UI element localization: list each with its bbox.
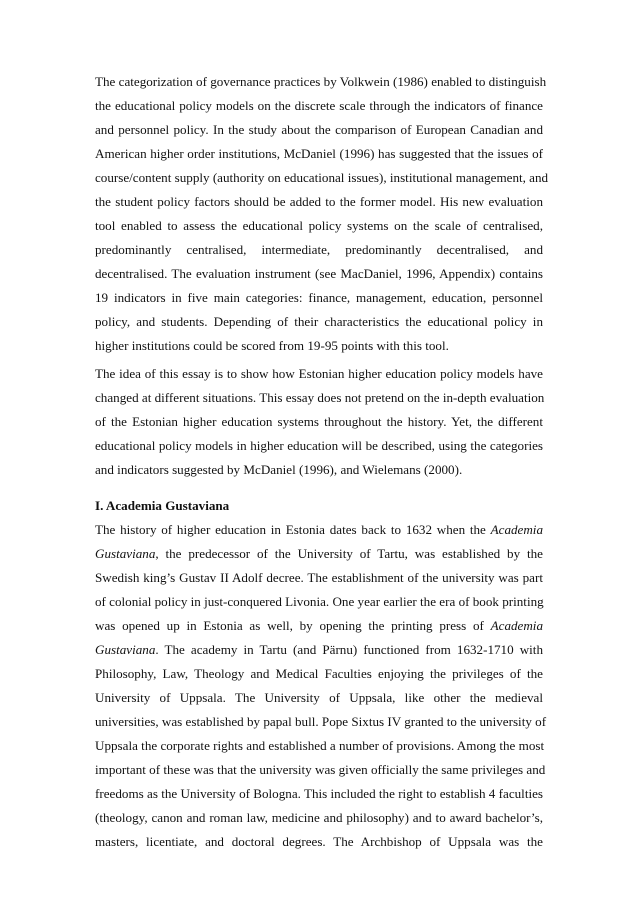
- paragraph-line: The idea of this essay is to show how Estonian higher education policy models have: [95, 366, 543, 381]
- paragraph-line: predominantly centralised, intermediate, predominantly decentralised, and: [95, 242, 543, 257]
- paragraph-line: universities, was established by papal bull. Pope Sixtus IV granted to the university of: [95, 714, 547, 729]
- text-span: . The academy in Tartu (and Pärnu) functioned from 1632-1710 with: [155, 642, 543, 657]
- paragraph-line: important of these was that the university was given officially the same privileges and: [95, 762, 546, 777]
- paragraph-line: [95, 542, 543, 566]
- paragraph-line: higher institutions could be scored from 19-95 points with this tool.: [95, 338, 449, 353]
- paragraph-line: and personnel policy. In the study about the comparison of European Canadian and: [95, 122, 543, 137]
- paragraph-line: freedoms as the University of Bologna. This included the right to establish 4 faculties: [95, 786, 543, 801]
- paragraph-line: changed at different situations. This essay does not pretend on the in-depth evaluation: [95, 390, 545, 405]
- paragraph-line: 19 indicators in five main categories: finance, management, education, personnel: [95, 290, 543, 305]
- paragraph-line: policy, and students. Depending of their characteristics the educational policy in: [95, 314, 543, 329]
- paragraph-line: tool enabled to assess the educational policy systems on the scale of centralised,: [95, 218, 543, 233]
- section-heading: I. Academia Gustaviana: [95, 498, 230, 513]
- text-span: was opened up in Estonia as well, by opening the printing press of: [95, 618, 491, 633]
- paragraph-line: [95, 614, 543, 638]
- paragraph-line: Philosophy, Law, Theology and Medical Faculties enjoying the privileges of the: [95, 666, 543, 681]
- paragraph-line: The categorization of governance practices by Volkwein (1986) enabled to distinguish: [95, 74, 547, 89]
- paragraph-line: and indicators suggested by McDaniel (1996), and Wielemans (2000).: [95, 462, 463, 477]
- paragraph-line: Uppsala the corporate rights and established a number of provisions. Among the most: [95, 738, 545, 753]
- paragraph-line: University of Uppsala. The University of Uppsala, like other the medieval: [95, 690, 543, 705]
- paragraph-line: masters, licentiate, and doctoral degrees. The Archbishop of Uppsala was the: [95, 834, 543, 849]
- paragraph-line: decentralised. The evaluation instrument (see MacDaniel, 1996, Appendix) contains: [95, 266, 543, 281]
- text-span: The history of higher education in Estonia dates back to 1632 when the: [95, 522, 491, 537]
- paragraph-line: [95, 638, 543, 662]
- paragraph-line: educational policy models in higher education will be described, using the categories: [95, 438, 543, 453]
- paragraph-line: course/content supply (authority on educational issues), institutional management, and: [95, 170, 549, 185]
- italic-term: Gustaviana: [95, 546, 156, 561]
- paragraph-line: the educational policy models on the discrete scale through the indicators of finance: [95, 98, 543, 113]
- italic-term: Gustaviana: [95, 642, 156, 657]
- text-span: , the predecessor of the University of Tartu, was established by the: [155, 546, 543, 561]
- paragraph-line: American higher order institutions, McDaniel (1996) has suggested that the issues of: [95, 146, 543, 161]
- italic-term: Academia: [490, 618, 543, 633]
- paragraph-line: of colonial policy in just-conquered Livonia. One year earlier the era of book printing: [95, 594, 544, 609]
- paragraph-line: Swedish king’s Gustav II Adolf decree. The establishment of the university was part: [95, 570, 543, 585]
- paragraph-line: the student policy factors should be added to the former model. His new evaluation: [95, 194, 543, 209]
- paragraph-line: (theology, canon and roman law, medicine and philosophy) and to award bachelor’s,: [95, 810, 543, 825]
- paragraph-line: [95, 518, 543, 542]
- paragraph-line: of the Estonian higher education systems throughout the history. Yet, the different: [95, 414, 543, 429]
- italic-term: Academia: [490, 522, 543, 537]
